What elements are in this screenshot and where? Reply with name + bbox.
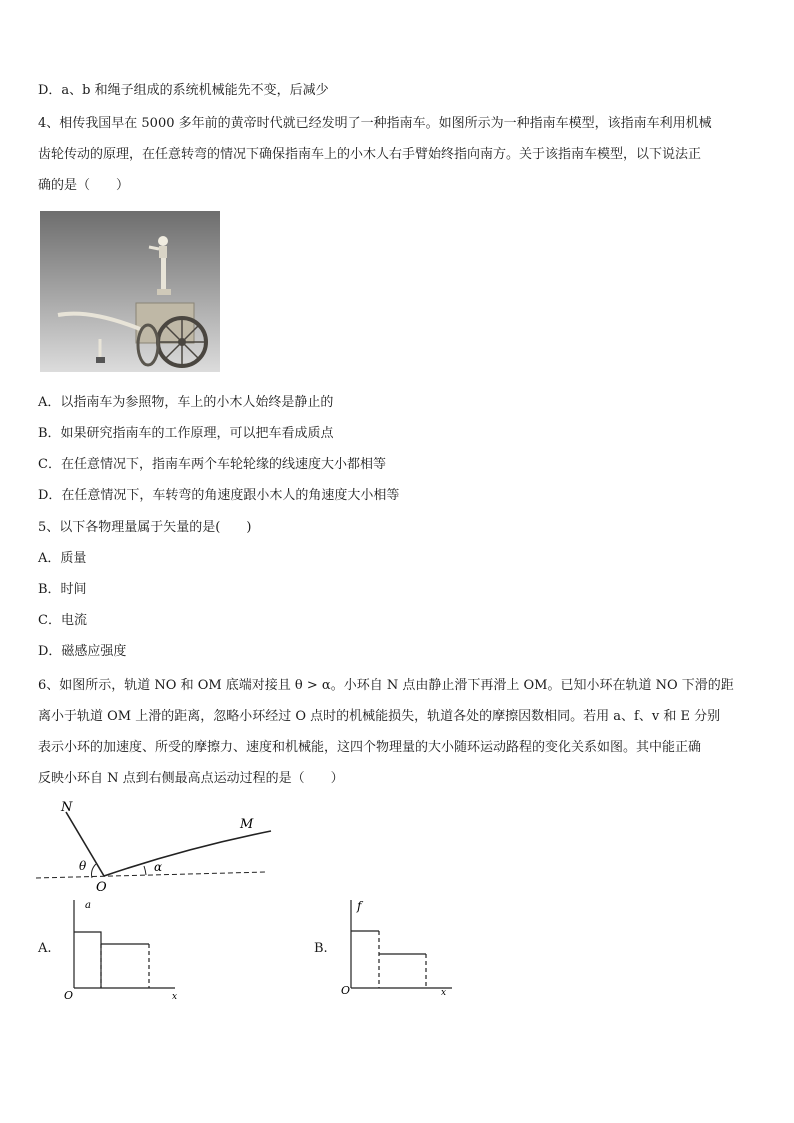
q5-option-a: A．质量 [38,551,87,566]
track-diagram [36,798,286,893]
q4-stem-line: 4、相传我国早在 5000 多年前的黄帝时代就已经发明了一种指南车。如图所示为一种指南车模型，该指南车利用机械 [38,116,712,131]
q4-stem [38,108,756,201]
chariot-illustration [40,211,220,372]
graph-a [60,896,190,1002]
graph-b-origin: O [341,984,351,997]
theta-arc [91,864,96,878]
graph-b [337,896,467,1002]
graph-a-x-label: x [172,992,178,1002]
q5-stem: 5、以下各物理量属于矢量的是( ) [38,520,252,535]
q4-stem-line: 确的是（ ） [38,178,130,193]
q4-option-d: D．在任意情况下，车转弯的角速度跟小木人的角速度大小相等 [38,488,400,503]
q4-option-b: B．如果研究指南车的工作原理，可以把车看成质点 [38,426,334,441]
graph-a-y-label: a [85,900,91,911]
q6-stem-line: 离小于轨道 OM 上滑的距离，忽略小环经过 O 点时的机械能损失，轨道各处的摩擦因数相同。若用 a、f、v 和 E 分别 [38,709,721,724]
label-n: N [61,800,73,815]
graph-b-x-label: x [441,988,447,998]
q4-stem-line: 齿轮传动的原理，在任意转弯的情况下确保指南车上的小木人右手臂始终指向南方。关于该指南车模型，以下说法正 [38,147,702,162]
q6-stem [38,670,756,794]
south-pointing-chariot-photo [40,211,220,372]
graph-a-origin: O [64,989,74,1002]
q6-stem-line: 反映小环自 N 点到右侧最高点运动过程的是（ ） [38,771,344,786]
graph-b-y-label: f [357,899,362,913]
q3-option-d: D．a、b 和绳子组成的系统机械能先不变，后减少 [38,83,329,98]
track-om [104,831,271,876]
q4-option-c: C．在任意情况下，指南车两个车轮轮缘的线速度大小都相等 [38,457,386,472]
label-m: M [240,817,254,832]
q6-stem-line: 表示小环的加速度、所受的摩擦力、速度和机械能，这四个物理量的大小随环运动路程的变化关系如图。其中能正确 [38,740,702,755]
label-theta: θ [79,859,87,873]
q5-option-b: B．时间 [38,582,87,597]
ground-dashed-line [36,872,266,878]
q5-option-d: D．磁感应强度 [38,644,127,659]
q6-option-a-label: A. [38,941,52,956]
graph-a-segment-1 [74,932,101,988]
q5-option-c: C．电流 [38,613,87,628]
alpha-arc [144,866,146,875]
q6-option-b-label: B. [314,941,328,956]
label-alpha: α [154,860,163,874]
q4-option-a: A．以指南车为参照物，车上的小木人始终是静止的 [38,395,334,410]
q6-stem-line: 6、如图所示，轨道 NO 和 OM 底端对接且 θ > α。小环自 N 点由静止滑下再滑上 OM。已知小环在轨道 NO 下滑的距 [38,678,734,693]
label-o: O [96,880,107,893]
